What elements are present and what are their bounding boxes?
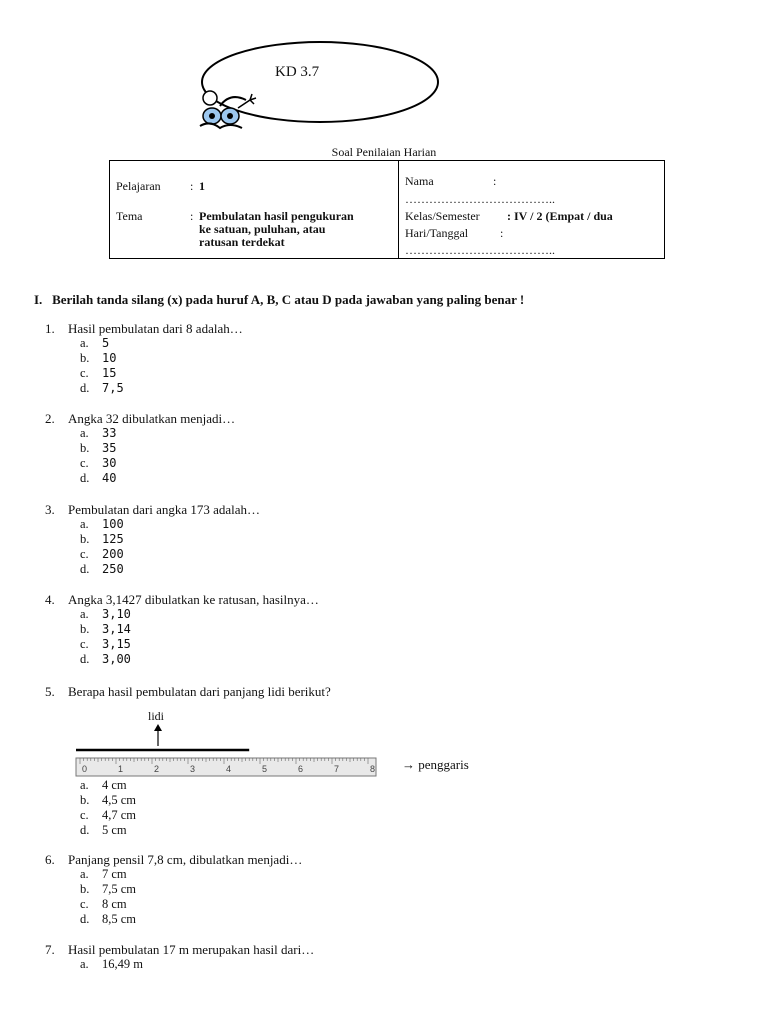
option-letter: d. (80, 652, 90, 666)
ruler-tick-label: 3 (190, 764, 196, 774)
question-stem: Angka 3,1427 dibulatkan ke ratusan, hasilnya… (68, 592, 319, 607)
answer-option-d[interactable] (80, 912, 136, 927)
tema-value-line-3: ratusan terdekat (199, 235, 285, 249)
question-stem: Pembulatan dari angka 173 adalah… (68, 502, 261, 517)
question-stem: Hasil pembulatan 17 m merupakan hasil dari… (68, 942, 315, 957)
option-text: 10 (102, 351, 117, 365)
option-text: 100 (102, 517, 124, 531)
option-text: 5 (102, 336, 110, 350)
ruler-tick-label: 5 (262, 764, 268, 774)
kelas-label: Kelas/Semester (405, 209, 480, 223)
option-text: 40 (102, 471, 117, 485)
lidi-arrow-head (154, 724, 162, 731)
option-text: 3,14 (102, 622, 131, 636)
option-letter: c. (80, 897, 89, 911)
answer-option-d[interactable] (80, 471, 116, 486)
option-text: 3,10 (102, 607, 131, 621)
question-stem: Panjang pensil 7,8 cm, dibulatkan menjadi… (68, 852, 303, 867)
pelajaran-colon: : (190, 179, 194, 193)
pelajaran-value: 1 (199, 179, 205, 193)
question-stem: Angka 32 dibulatkan menjadi… (68, 411, 236, 426)
answer-option-a[interactable] (80, 336, 109, 351)
pelajaran-label: Pelajaran (116, 179, 161, 193)
option-text: 200 (102, 547, 124, 561)
option-text: 3,00 (102, 652, 131, 666)
kelas-value: : IV / 2 (Empat / dua (507, 209, 613, 223)
answer-option-a[interactable] (80, 607, 131, 622)
option-text: 4 cm (102, 778, 127, 792)
option-letter: b. (80, 622, 90, 636)
answer-option-a[interactable] (80, 957, 143, 972)
tanggal-fill-line[interactable]: ……………………………….. (405, 243, 555, 257)
answer-option-b[interactable] (80, 882, 136, 897)
nama-label: Nama (405, 174, 434, 188)
option-letter: d. (80, 381, 90, 395)
question-number: 4. (45, 592, 55, 607)
option-text: 15 (102, 366, 117, 380)
option-letter: a. (80, 957, 89, 971)
option-text: 8 cm (102, 897, 127, 911)
tanggal-label: Hari/Tanggal (405, 226, 469, 240)
answer-option-c[interactable] (80, 637, 131, 652)
answer-option-b[interactable] (80, 622, 131, 637)
option-text: 3,15 (102, 637, 131, 651)
option-text: 16,49 m (102, 957, 143, 971)
question-stem: Hasil pembulatan dari 8 adalah… (68, 321, 243, 336)
answer-option-a[interactable] (80, 517, 124, 532)
option-letter: d. (80, 823, 90, 837)
option-letter: c. (80, 547, 89, 561)
option-letter: a. (80, 778, 89, 792)
option-letter: d. (80, 471, 90, 485)
answer-option-d[interactable] (80, 381, 124, 396)
option-letter: a. (80, 336, 89, 350)
option-text: 8,5 cm (102, 912, 137, 926)
answer-option-b[interactable] (80, 441, 116, 456)
option-letter: b. (80, 532, 90, 546)
answer-option-c[interactable] (80, 897, 127, 912)
answer-option-b[interactable] (80, 351, 116, 366)
option-text: 7 cm (102, 867, 127, 881)
answer-option-b[interactable] (80, 793, 136, 808)
ruler-tick-label: 4 (226, 764, 232, 774)
section-number: I. (34, 292, 43, 307)
question-number: 2. (45, 411, 55, 426)
kd-badge-text: KD 3.7 (275, 64, 320, 80)
answer-option-a[interactable] (80, 426, 116, 441)
ruler-tick-label: 1 (118, 764, 124, 774)
answer-option-b[interactable] (80, 532, 124, 547)
section-instruction-text: Berilah tanda silang (x) pada huruf A, B, C atau D pada jawaban yang paling benar ! (52, 292, 525, 307)
option-text: 4,7 cm (102, 808, 137, 822)
answer-option-c[interactable] (80, 366, 116, 381)
ruler-tick-label: 8 (370, 764, 376, 774)
option-text: 7,5 cm (102, 882, 137, 896)
option-letter: a. (80, 517, 89, 531)
student-info-table (109, 160, 665, 259)
answer-option-d[interactable] (80, 562, 124, 577)
option-letter: b. (80, 351, 90, 365)
option-letter: c. (80, 366, 89, 380)
tema-value-line-2: ke satuan, puluhan, atau (199, 222, 326, 236)
option-letter: c. (80, 808, 89, 822)
answer-option-d[interactable] (80, 652, 131, 667)
section-instruction (34, 292, 524, 308)
ruler-tick-label: 7 (334, 764, 340, 774)
question-number: 5. (45, 684, 55, 699)
option-letter: d. (80, 562, 90, 576)
lidi-label: lidi (148, 709, 165, 723)
option-text: 7,5 (102, 381, 124, 395)
answer-option-c[interactable] (80, 456, 116, 471)
option-letter: b. (80, 441, 90, 455)
tema-value-line-1: Pembulatan hasil pengukuran (199, 209, 354, 223)
answer-option-a[interactable] (80, 867, 127, 882)
tema-label: Tema (116, 209, 143, 223)
option-letter: a. (80, 867, 89, 881)
option-letter: c. (80, 456, 89, 470)
option-letter: a. (80, 426, 89, 440)
answer-option-c[interactable] (80, 547, 124, 562)
page-subtitle: Soal Penilaian Harian (331, 145, 437, 159)
kd-speech-bubble-illustration (190, 38, 450, 138)
penggaris-label: → penggaris (402, 757, 469, 772)
option-letter: d. (80, 912, 90, 926)
option-text: 4,5 cm (102, 793, 137, 807)
tema-colon: : (190, 209, 194, 223)
answer-option-a[interactable] (80, 778, 127, 793)
option-letter: c. (80, 637, 89, 651)
option-text: 5 cm (102, 823, 127, 837)
question-number: 6. (45, 852, 55, 867)
option-text: 250 (102, 562, 124, 576)
ruler-tick-label: 2 (154, 764, 160, 774)
question-number: 7. (45, 942, 55, 957)
ruler-tick-label: 6 (298, 764, 304, 774)
question-number: 1. (45, 321, 55, 336)
tanggal-colon: : (500, 226, 504, 240)
nama-colon: : (493, 174, 497, 188)
option-text: 35 (102, 441, 117, 455)
option-text: 30 (102, 456, 117, 470)
answer-option-d[interactable] (80, 823, 127, 838)
option-text: 125 (102, 532, 124, 546)
question-number: 3. (45, 502, 55, 517)
option-letter: b. (80, 793, 90, 807)
option-text: 33 (102, 426, 117, 440)
option-letter: a. (80, 607, 89, 621)
ruler-tick-label: 0 (82, 764, 88, 774)
answer-option-c[interactable] (80, 808, 136, 823)
question-stem: Berapa hasil pembulatan dari panjang lidi berikut? (68, 684, 331, 699)
nama-fill-line[interactable]: ……………………………….. (405, 192, 555, 206)
option-letter: b. (80, 882, 90, 896)
